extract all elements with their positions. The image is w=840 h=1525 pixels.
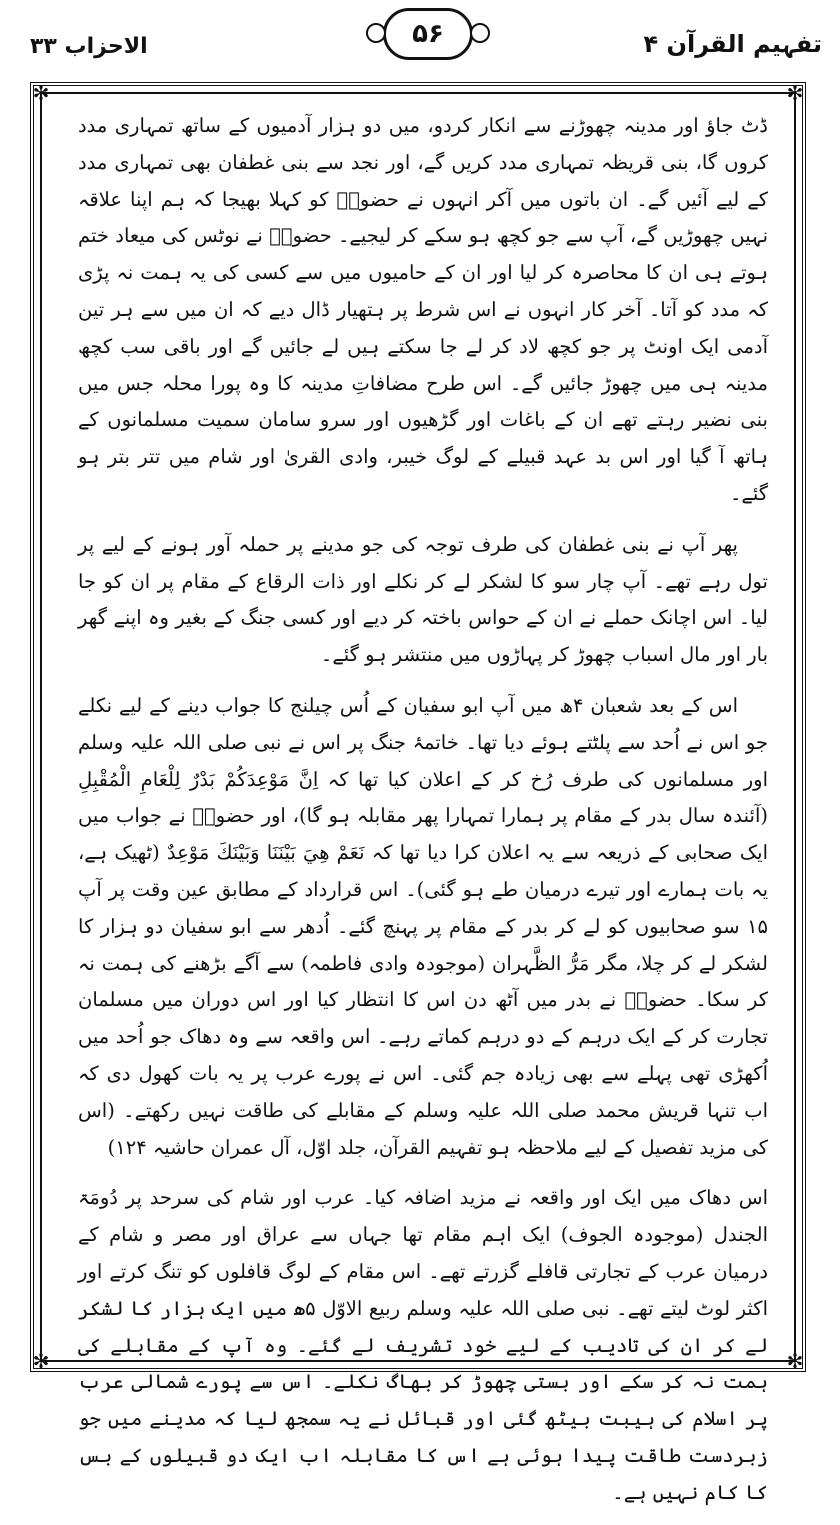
paragraph: اس کے بعد شعبان ۴ھ میں آپ ابو سفیان کے اُس چیلنج کا جواب دینے کے لیے نکلے جو اس نے اُحد سے پلٹتے ہوئے دیا تھا۔ خاتمۂ جنگ پر اس نے نبی صلی اللہ علیہ وسلم اور مسلمانوں کی طرف رُخ کر کے اعلان کیا تھا کہ اِنَّ مَوْعِدَكُمْ بَدْرٌ لِلْعَامِ الْمُقْبِلِ (آئندہ سال بدر کے مقام پر ہمارا تمہارا پھر مقابلہ ہو گا)، اور حضورؐ نے جواب میں ایک صحابی کے ذریعہ سے یہ اعلان کرا دیا تھا کہ نَعَمْ هِيَ بَيْنَنَا وَبَيْنَكَ مَوْعِدٌ (ٹھیک ہے، یہ بات ہمارے اور تیرے درمیان طے ہو گئی)۔ اس قرارداد کے مطابق عین وقت پر آپ ۱۵ سو صحابیوں کو لے کر بدر کے مقام پر پہنچ گئے۔ اُدھر سے ابو سفیان دو ہزار کا لشکر لے کر چلا، مگر مَرُّ الظَّہران (موجودہ وادی فاطمہ) سے آگے بڑھنے کی ہمت نہ کر سکا۔ حضورؐ نے بدر میں آٹھ دن اس کا انتظار کیا اور اس دوران میں مسلمان تجارت کر کے ایک درہم کے دو درہم کماتے رہے۔ اس واقعہ سے وہ دھاک جو اُحد میں اُکھڑی تھی پہلے سے بھی زیادہ جم گئی۔ اس نے پورے عرب پر یہ بات کھول دی کہ اب تنہا قریش محمد صلی اللہ علیہ وسلم کے مقابلے کی طاقت نہیں رکھتے۔ (اس کی مزید تفصیل کے لیے ملاحظہ ہو تفہیم القرآن، جلد اوّل، آل عمران حاشیہ ۱۲۴) [78,693,768,1159]
corner-ornament-icon: ✻ [32,81,50,105]
corner-ornament-icon: ✻ [786,1349,804,1373]
paragraph: اس دھاک میں ایک اور واقعہ نے مزید اضافہ کیا۔ عرب اور شام کی سرحد پر دُومَۃ الجندل (موجودہ الجوف) ایک اہم مقام تھا جہاں سے عراق اور مصر و شام کے درمیان عرب کے تجارتی قافلے گزرتے تھے۔ اس مقام کے لوگ قافلوں کو تنگ کرتے اور اکثر لوٹ لیتے تھے۔ نبی صلی اللہ علیہ وسلم ربیع الاوّل ۵ھ میں ایک ہزار کا لشکر لے کر ان کی تادیب کے لیے خود تشریف لے گئے۔ وہ آپ کے مقابلے کی ہمت نہ کر سکے اور بستی چھوڑ کر بھاگ نکلے۔ اس سے پورے شمالی عرب پر اسلام کی ہیبت بیٹھ گئی اور قبائل نے یہ سمجھ لیا کہ مدینے میں جو زبردست طاقت پیدا ہوئی ہے اس کا مقابلہ اب ایک دو قبیلوں کے بس کا کام نہیں ہے۔ [78,1186,768,1504]
book-title: تفہیم القرآن ۴ [643,30,822,58]
paragraph: ڈٹ جاؤ اور مدینہ چھوڑنے سے انکار کردو، میں دو ہزار آدمیوں کے ساتھ تمہاری مدد کروں گا، بنی قریظہ تمہاری مدد کریں گے، اور نجد سے بنی غطفان بھی تمہاری مدد کے لیے آئیں گے۔ ان باتوں میں آکر انہوں نے حضورؐ کو کہلا بھیجا کہ ہم اپنا علاقہ نہیں چھوڑیں گے، آپ سے جو کچھ ہو سکے کر لیجیے۔ حضورؐ نے نوٹس کی میعاد ختم ہوتے ہی ان کا محاصرہ کر لیا اور ان کے حامیوں میں سے کسی کی یہ ہمت نہ پڑی کہ مدد کو آتا۔ آخر کار انہوں نے اس شرط پر ہتھیار ڈال دیے کہ ان میں سے ہر تین آدمی ایک اونٹ پر جو کچھ لاد کر لے جا سکتے ہیں لے جائیں گے اور باقی سب کچھ مدینہ ہی میں چھوڑ جائیں گے۔ اس طرح مضافاتِ مدینہ کا وہ پورا محلہ جس میں بنی نضیر رہتے تھے ان کے باغات اور گڑھیوں اور سرو سامان سمیت مسلمانوں کے ہاتھ آ گیا اور اس بد عہد قبیلے کے لوگ خیبر، وادی القریٰ اور شام میں تتر بتر ہو گئے۔ [78,114,768,505]
paragraph: پھر آپ نے بنی غطفان کی طرف توجہ کی جو مدینے پر حملہ آور ہونے کے لیے پر تول رہے تھے۔ آپ چار سو کا لشکر لے کر نکلے اور ذات الرقاع کے مقام پر ان کو جا لیا۔ اس اچانک حملے نے ان کے حواس باختہ کر دیے اور کسی جنگ کے بغیر وہ اپنے گھر بار اور مال اسباب چھوڑ کر پہاڑوں میں منتشر ہو گئے۔ [78,532,768,667]
corner-ornament-icon: ✻ [32,1349,50,1373]
main-text [78,108,768,1525]
page-number: ۵۶ [412,19,444,49]
page-header [0,0,840,80]
corner-ornament-icon: ✻ [786,81,804,105]
surah-name: الاحزاب ۳۳ [30,34,148,59]
page-number-badge [383,8,473,60]
